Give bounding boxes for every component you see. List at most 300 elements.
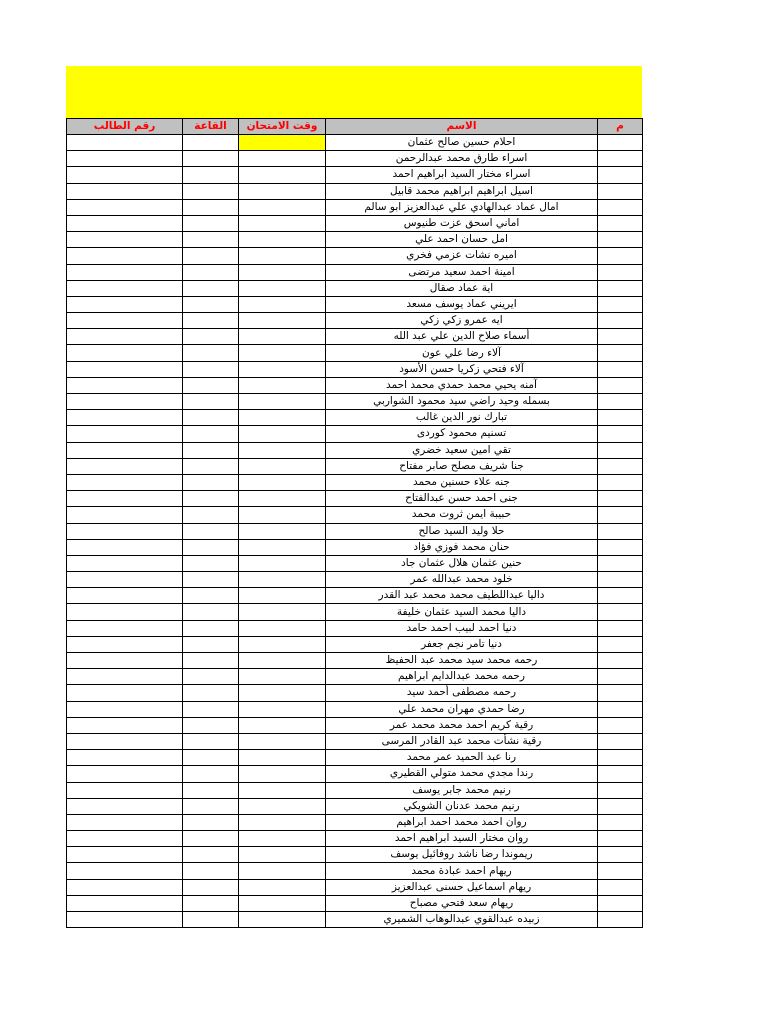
serial-cell[interactable]	[598, 814, 643, 830]
student-name-cell[interactable]: رقية كريم احمد محمد محمد عمر	[326, 717, 598, 733]
hall-cell[interactable]	[183, 717, 239, 733]
student-no-cell[interactable]	[67, 167, 183, 183]
serial-cell[interactable]	[598, 491, 643, 507]
serial-cell[interactable]	[598, 426, 643, 442]
serial-cell[interactable]	[598, 733, 643, 749]
serial-cell[interactable]	[598, 458, 643, 474]
table-row	[67, 653, 643, 669]
student-no-cell[interactable]	[67, 215, 183, 231]
table-row	[67, 685, 643, 701]
student-name-cell[interactable]: رحمه محمد سيد محمد عبد الحفيظ	[326, 653, 598, 669]
serial-cell[interactable]	[598, 766, 643, 782]
hall-cell[interactable]	[183, 474, 239, 490]
table-row	[67, 733, 643, 749]
student-no-cell[interactable]	[67, 539, 183, 555]
exam-time-cell[interactable]	[239, 782, 326, 798]
student-name-cell[interactable]: امينة احمد سعيد مرتضى	[326, 264, 598, 280]
hall-cell[interactable]	[183, 831, 239, 847]
student-no-cell[interactable]	[67, 361, 183, 377]
student-no-cell[interactable]	[67, 895, 183, 911]
table-row	[67, 280, 643, 296]
student-name-cell[interactable]: رنيم محمد جابر يوسف	[326, 782, 598, 798]
hall-cell[interactable]	[183, 394, 239, 410]
exam-time-cell[interactable]	[239, 491, 326, 507]
student-name-cell[interactable]: اسراء طارق محمد عبدالرحمن	[326, 151, 598, 167]
header-banner	[66, 66, 642, 118]
student-no-cell[interactable]	[67, 491, 183, 507]
hall-cell[interactable]	[183, 798, 239, 814]
student-name-cell[interactable]: تقي امين سعيد خضري	[326, 442, 598, 458]
exam-time-cell[interactable]	[239, 572, 326, 588]
student-no-cell[interactable]	[67, 507, 183, 523]
student-table	[66, 118, 643, 928]
serial-cell[interactable]	[598, 750, 643, 766]
serial-cell[interactable]	[598, 831, 643, 847]
hall-cell[interactable]	[183, 814, 239, 830]
hall-cell[interactable]	[183, 782, 239, 798]
hall-cell[interactable]	[183, 863, 239, 879]
exam-time-cell[interactable]	[239, 410, 326, 426]
table-row	[67, 782, 643, 798]
student-name-cell[interactable]: تسنيم محمود كوردى	[326, 426, 598, 442]
serial-cell[interactable]	[598, 135, 643, 151]
student-no-cell[interactable]	[67, 426, 183, 442]
student-name-cell[interactable]: بسمله وحيد راضي سيد محمود الشواربي	[326, 394, 598, 410]
exam-time-cell[interactable]	[239, 717, 326, 733]
hall-cell[interactable]	[183, 361, 239, 377]
hall-cell[interactable]	[183, 750, 239, 766]
student-name-cell[interactable]: رحمه محمد عبدالدايم ابراهيم	[326, 669, 598, 685]
student-name-cell[interactable]: امل حسان احمد علي	[326, 232, 598, 248]
serial-cell[interactable]	[598, 329, 643, 345]
student-name-cell[interactable]: ايه عمرو زكي زكي	[326, 313, 598, 329]
exam-time-cell[interactable]	[239, 588, 326, 604]
student-no-cell[interactable]	[67, 879, 183, 895]
student-no-cell[interactable]	[67, 572, 183, 588]
header-student-no[interactable]: رقم الطالب	[67, 119, 183, 135]
table-row	[67, 701, 643, 717]
exam-time-cell[interactable]	[239, 814, 326, 830]
student-name-cell[interactable]: دنيا احمد لبيب احمد حامد	[326, 620, 598, 636]
hall-cell[interactable]	[183, 345, 239, 361]
exam-time-cell[interactable]	[239, 361, 326, 377]
header-name[interactable]: الاسم	[326, 119, 598, 135]
header-exam-time[interactable]: وقت الامتحان	[239, 119, 326, 135]
student-no-cell[interactable]	[67, 620, 183, 636]
student-name-cell[interactable]: آلاء رضا علي عون	[326, 345, 598, 361]
student-name-cell[interactable]: اسيل ابراهيم ابراهيم محمد قابيل	[326, 183, 598, 199]
student-no-cell[interactable]	[67, 798, 183, 814]
hall-cell[interactable]	[183, 458, 239, 474]
exam-time-cell[interactable]	[239, 766, 326, 782]
student-no-cell[interactable]	[67, 588, 183, 604]
table-row	[67, 636, 643, 652]
hall-cell[interactable]	[183, 555, 239, 571]
serial-cell[interactable]	[598, 782, 643, 798]
exam-time-cell[interactable]	[239, 426, 326, 442]
serial-cell[interactable]	[598, 167, 643, 183]
hall-cell[interactable]	[183, 685, 239, 701]
exam-time-cell[interactable]	[239, 135, 326, 151]
student-name-cell[interactable]: أسماء صلاح الدين علي عبد الله	[326, 329, 598, 345]
serial-cell[interactable]	[598, 912, 643, 928]
table-row	[67, 394, 643, 410]
exam-time-cell[interactable]	[239, 879, 326, 895]
serial-cell[interactable]	[598, 183, 643, 199]
serial-cell[interactable]	[598, 539, 643, 555]
hall-cell[interactable]	[183, 620, 239, 636]
table-row	[67, 523, 643, 539]
hall-cell[interactable]	[183, 895, 239, 911]
table-row	[67, 442, 643, 458]
table-row	[67, 572, 643, 588]
hall-cell[interactable]	[183, 572, 239, 588]
student-no-cell[interactable]	[67, 831, 183, 847]
exam-time-cell[interactable]	[239, 394, 326, 410]
table-row	[67, 847, 643, 863]
student-name-cell[interactable]: جنه علاء حسنين محمد	[326, 474, 598, 490]
exam-time-cell[interactable]	[239, 847, 326, 863]
hall-cell[interactable]	[183, 410, 239, 426]
table-row	[67, 458, 643, 474]
hall-cell[interactable]	[183, 912, 239, 928]
table-body	[67, 135, 643, 928]
student-no-cell[interactable]	[67, 151, 183, 167]
student-no-cell[interactable]	[67, 766, 183, 782]
serial-cell[interactable]	[598, 523, 643, 539]
student-name-cell[interactable]: رنا عبد الحميد عمر محمد	[326, 750, 598, 766]
student-name-cell[interactable]: ريهام سعد فتحي مصباح	[326, 895, 598, 911]
student-no-cell[interactable]	[67, 474, 183, 490]
serial-cell[interactable]	[598, 264, 643, 280]
student-name-cell[interactable]: ريهام اسماعيل حسنى عبدالعزيز	[326, 879, 598, 895]
student-no-cell[interactable]	[67, 442, 183, 458]
table-row	[67, 491, 643, 507]
serial-cell[interactable]	[598, 377, 643, 393]
hall-cell[interactable]	[183, 588, 239, 604]
table-row	[67, 345, 643, 361]
hall-cell[interactable]	[183, 539, 239, 555]
serial-cell[interactable]	[598, 604, 643, 620]
student-name-cell[interactable]: اية عماد صقال	[326, 280, 598, 296]
exam-time-cell[interactable]	[239, 507, 326, 523]
hall-cell[interactable]	[183, 135, 239, 151]
hall-cell[interactable]	[183, 329, 239, 345]
student-name-cell[interactable]: داليا محمد السيد عثمان خليفة	[326, 604, 598, 620]
student-name-cell[interactable]: زبيده عبدالقوي عبدالوهاب الشميري	[326, 912, 598, 928]
table-row	[67, 183, 643, 199]
hall-cell[interactable]	[183, 653, 239, 669]
exam-time-cell[interactable]	[239, 863, 326, 879]
table-row	[67, 604, 643, 620]
table-row	[67, 426, 643, 442]
student-no-cell[interactable]	[67, 135, 183, 151]
student-name-cell[interactable]: اماني اسحق عزت طنيوس	[326, 215, 598, 231]
serial-cell[interactable]	[598, 345, 643, 361]
table-row	[67, 895, 643, 911]
exam-time-cell[interactable]	[239, 750, 326, 766]
hall-cell[interactable]	[183, 296, 239, 312]
hall-cell[interactable]	[183, 377, 239, 393]
table-row	[67, 296, 643, 312]
serial-cell[interactable]	[598, 669, 643, 685]
table-row	[67, 798, 643, 814]
student-name-cell[interactable]: خلود محمد عبدالله عمر	[326, 572, 598, 588]
exam-time-cell[interactable]	[239, 555, 326, 571]
exam-time-cell[interactable]	[239, 345, 326, 361]
student-no-cell[interactable]	[67, 636, 183, 652]
student-no-cell[interactable]	[67, 733, 183, 749]
table-row	[67, 248, 643, 264]
serial-cell[interactable]	[598, 717, 643, 733]
exam-time-cell[interactable]	[239, 442, 326, 458]
table-row	[67, 912, 643, 928]
exam-time-cell[interactable]	[239, 798, 326, 814]
serial-cell[interactable]	[598, 199, 643, 215]
serial-cell[interactable]	[598, 361, 643, 377]
student-name-cell[interactable]: تبارك نور الدين غالب	[326, 410, 598, 426]
table-row	[67, 313, 643, 329]
exam-time-cell[interactable]	[239, 636, 326, 652]
table-row	[67, 863, 643, 879]
serial-cell[interactable]	[598, 296, 643, 312]
student-name-cell[interactable]: جنى احمد حسن عبدالفتاح	[326, 491, 598, 507]
student-no-cell[interactable]	[67, 345, 183, 361]
serial-cell[interactable]	[598, 798, 643, 814]
serial-cell[interactable]	[598, 701, 643, 717]
serial-cell[interactable]	[598, 248, 643, 264]
student-no-cell[interactable]	[67, 296, 183, 312]
hall-cell[interactable]	[183, 183, 239, 199]
serial-cell[interactable]	[598, 410, 643, 426]
exam-time-cell[interactable]	[239, 653, 326, 669]
table-row	[67, 766, 643, 782]
hall-cell[interactable]	[183, 604, 239, 620]
student-name-cell[interactable]: اسراء مختار السيد ابراهيم احمد	[326, 167, 598, 183]
hall-cell[interactable]	[183, 847, 239, 863]
hall-cell[interactable]	[183, 232, 239, 248]
student-name-cell[interactable]: رندا مجدي محمد متولي القطيري	[326, 766, 598, 782]
serial-cell[interactable]	[598, 232, 643, 248]
student-no-cell[interactable]	[67, 717, 183, 733]
student-no-cell[interactable]	[67, 685, 183, 701]
serial-cell[interactable]	[598, 572, 643, 588]
student-no-cell[interactable]	[67, 248, 183, 264]
student-no-cell[interactable]	[67, 410, 183, 426]
exam-time-cell[interactable]	[239, 669, 326, 685]
student-no-cell[interactable]	[67, 912, 183, 928]
exam-time-cell[interactable]	[239, 474, 326, 490]
table-row	[67, 199, 643, 215]
exam-time-cell[interactable]	[239, 912, 326, 928]
exam-time-cell[interactable]	[239, 199, 326, 215]
exam-time-cell[interactable]	[239, 167, 326, 183]
student-no-cell[interactable]	[67, 555, 183, 571]
exam-time-cell[interactable]	[239, 151, 326, 167]
student-no-cell[interactable]	[67, 264, 183, 280]
table-row	[67, 232, 643, 248]
serial-cell[interactable]	[598, 895, 643, 911]
student-no-cell[interactable]	[67, 232, 183, 248]
student-no-cell[interactable]	[67, 653, 183, 669]
serial-cell[interactable]	[598, 442, 643, 458]
table-row	[67, 669, 643, 685]
table-row	[67, 215, 643, 231]
student-no-cell[interactable]	[67, 183, 183, 199]
student-no-cell[interactable]	[67, 458, 183, 474]
hall-cell[interactable]	[183, 733, 239, 749]
student-no-cell[interactable]	[67, 814, 183, 830]
serial-cell[interactable]	[598, 685, 643, 701]
hall-cell[interactable]	[183, 215, 239, 231]
student-no-cell[interactable]	[67, 604, 183, 620]
exam-time-cell[interactable]	[239, 895, 326, 911]
exam-time-cell[interactable]	[239, 232, 326, 248]
student-name-cell[interactable]: آلاء فتحي زكريا حسن الأسود	[326, 361, 598, 377]
student-name-cell[interactable]: جنا شريف مصلح صابر مفتاح	[326, 458, 598, 474]
table-row	[67, 507, 643, 523]
serial-cell[interactable]	[598, 620, 643, 636]
serial-cell[interactable]	[598, 847, 643, 863]
serial-cell[interactable]	[598, 507, 643, 523]
exam-time-cell[interactable]	[239, 733, 326, 749]
hall-cell[interactable]	[183, 442, 239, 458]
exam-time-cell[interactable]	[239, 685, 326, 701]
student-no-cell[interactable]	[67, 199, 183, 215]
header-serial[interactable]: م	[598, 119, 643, 135]
table-row	[67, 717, 643, 733]
exam-time-cell[interactable]	[239, 604, 326, 620]
exam-time-cell[interactable]	[239, 539, 326, 555]
student-name-cell[interactable]: ايريني عماد يوسف مسعد	[326, 296, 598, 312]
student-name-cell[interactable]: ريموندا رضا ناشد روفائيل يوسف	[326, 847, 598, 863]
student-name-cell[interactable]: رضا حمدي مهران محمد علي	[326, 701, 598, 717]
serial-cell[interactable]	[598, 863, 643, 879]
exam-time-cell[interactable]	[239, 183, 326, 199]
student-name-cell[interactable]: روان احمد محمد احمد ابراهيم	[326, 814, 598, 830]
student-name-cell[interactable]: رحمه مصطفى أحمد سيد	[326, 685, 598, 701]
student-no-cell[interactable]	[67, 313, 183, 329]
hall-cell[interactable]	[183, 701, 239, 717]
exam-time-cell[interactable]	[239, 620, 326, 636]
table-row	[67, 831, 643, 847]
table-row	[67, 264, 643, 280]
table-row	[67, 151, 643, 167]
table-row	[67, 814, 643, 830]
student-name-cell[interactable]: حبيبة ايمن ثروت محمد	[326, 507, 598, 523]
hall-cell[interactable]	[183, 491, 239, 507]
student-name-cell[interactable]: روان مختار السيد ابراهيم احمد	[326, 831, 598, 847]
student-no-cell[interactable]	[67, 377, 183, 393]
serial-cell[interactable]	[598, 280, 643, 296]
serial-cell[interactable]	[598, 151, 643, 167]
exam-time-cell[interactable]	[239, 280, 326, 296]
header-row	[67, 119, 643, 135]
hall-cell[interactable]	[183, 669, 239, 685]
student-no-cell[interactable]	[67, 701, 183, 717]
table-row	[67, 879, 643, 895]
hall-cell[interactable]	[183, 766, 239, 782]
table-row	[67, 539, 643, 555]
exam-time-cell[interactable]	[239, 523, 326, 539]
student-no-cell[interactable]	[67, 863, 183, 879]
exam-time-cell[interactable]	[239, 701, 326, 717]
student-name-cell[interactable]: حنين عثمان هلال عثمان جاد	[326, 555, 598, 571]
hall-cell[interactable]	[183, 426, 239, 442]
serial-cell[interactable]	[598, 394, 643, 410]
hall-cell[interactable]	[183, 313, 239, 329]
exam-time-cell[interactable]	[239, 313, 326, 329]
exam-time-cell[interactable]	[239, 377, 326, 393]
student-no-cell[interactable]	[67, 669, 183, 685]
student-no-cell[interactable]	[67, 329, 183, 345]
student-name-cell[interactable]: دنيا تامر نجم جعفر	[326, 636, 598, 652]
serial-cell[interactable]	[598, 588, 643, 604]
student-name-cell[interactable]: رنيم محمد عدنان الشويكي	[326, 798, 598, 814]
hall-cell[interactable]	[183, 879, 239, 895]
student-name-cell[interactable]: آمنه يحيي محمد حمدي محمد احمد	[326, 377, 598, 393]
student-no-cell[interactable]	[67, 394, 183, 410]
serial-cell[interactable]	[598, 474, 643, 490]
table-row	[67, 555, 643, 571]
student-name-cell[interactable]: ريهام احمد عبادة محمد	[326, 863, 598, 879]
student-name-cell[interactable]: امال عماد عبدالهادي علي عبدالعزيز ابو سالم	[326, 199, 598, 215]
student-name-cell[interactable]: احلام حسين صالح عثمان	[326, 135, 598, 151]
serial-cell[interactable]	[598, 879, 643, 895]
hall-cell[interactable]	[183, 151, 239, 167]
table-row	[67, 620, 643, 636]
student-name-cell[interactable]: اميره نشات عزمي فخري	[326, 248, 598, 264]
student-name-cell[interactable]: حنان محمد فوزي فؤاد	[326, 539, 598, 555]
hall-cell[interactable]	[183, 507, 239, 523]
hall-cell[interactable]	[183, 636, 239, 652]
student-name-cell[interactable]: رقية نشأت محمد عبد القادر المرسى	[326, 733, 598, 749]
hall-cell[interactable]	[183, 167, 239, 183]
exam-time-cell[interactable]	[239, 248, 326, 264]
exam-time-cell[interactable]	[239, 264, 326, 280]
table-row	[67, 474, 643, 490]
table-row	[67, 410, 643, 426]
table-row	[67, 135, 643, 151]
table-row	[67, 361, 643, 377]
hall-cell[interactable]	[183, 523, 239, 539]
hall-cell[interactable]	[183, 264, 239, 280]
exam-time-cell[interactable]	[239, 296, 326, 312]
hall-cell[interactable]	[183, 248, 239, 264]
student-name-cell[interactable]: حلا وليد السيد صالح	[326, 523, 598, 539]
exam-time-cell[interactable]	[239, 329, 326, 345]
exam-time-cell[interactable]	[239, 831, 326, 847]
header-hall[interactable]: القاعة	[183, 119, 239, 135]
table-row	[67, 750, 643, 766]
hall-cell[interactable]	[183, 280, 239, 296]
student-no-cell[interactable]	[67, 782, 183, 798]
student-no-cell[interactable]	[67, 750, 183, 766]
student-no-cell[interactable]	[67, 523, 183, 539]
exam-time-cell[interactable]	[239, 458, 326, 474]
hall-cell[interactable]	[183, 199, 239, 215]
student-name-cell[interactable]: داليا عبداللطيف محمد محمد عبد القدر	[326, 588, 598, 604]
table-row	[67, 329, 643, 345]
student-no-cell[interactable]	[67, 280, 183, 296]
serial-cell[interactable]	[598, 653, 643, 669]
serial-cell[interactable]	[598, 555, 643, 571]
serial-cell[interactable]	[598, 313, 643, 329]
exam-time-cell[interactable]	[239, 215, 326, 231]
student-no-cell[interactable]	[67, 847, 183, 863]
serial-cell[interactable]	[598, 215, 643, 231]
serial-cell[interactable]	[598, 636, 643, 652]
